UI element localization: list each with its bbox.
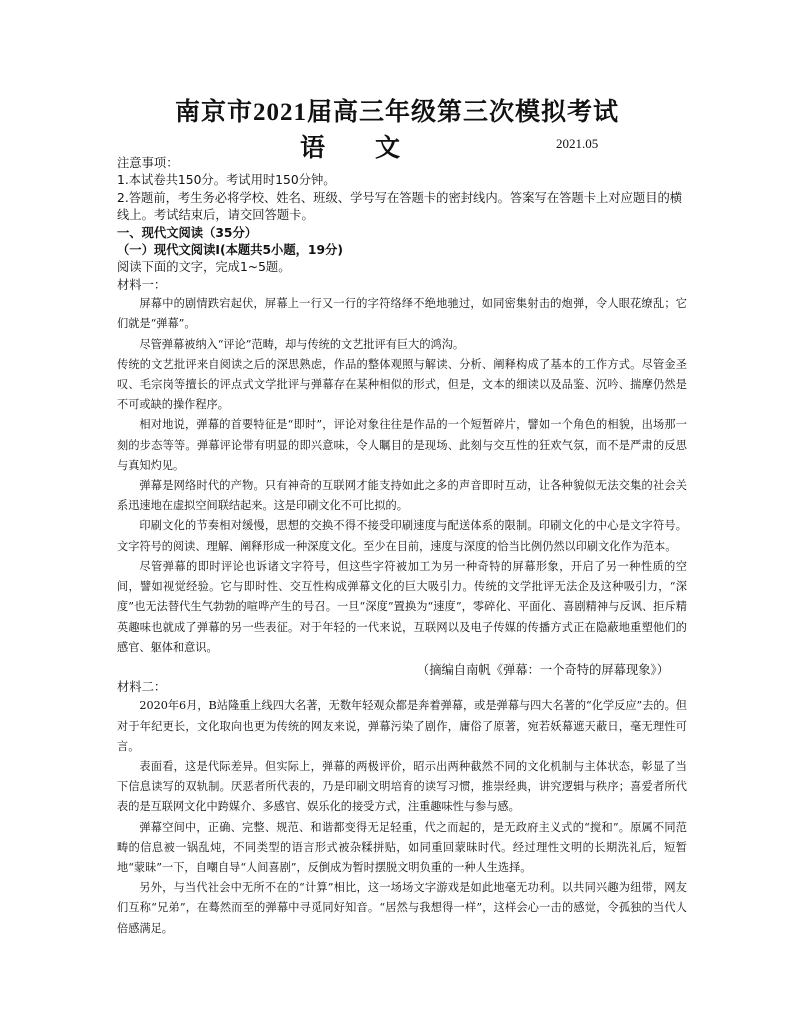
subsection-heading: （一）现代文阅读I(本题共5小题，19分) — [117, 243, 343, 258]
notice-heading: 注意事项： — [117, 156, 179, 170]
material-2-paragraph: 另外，与当代社会中无所不在的“计算”相比，这一场场文字游戏是如此地毫无功利。以共同兴趣为纽带，网友们互称“兄弟”，在蓦然而至的弹幕中寻觅同好知音。“居然与我想得一样”，这样会心一击的感觉，令孤独的当代人倍感满足。 — [117, 881, 687, 935]
exam-content — [117, 155, 687, 939]
material-1-paragraph: 尽管弹幕的即时评论也诉诸文字符号，但这些字符被加工为另一种奇特的屏幕形象，开启了另一种性质的空间，譬如视觉经验。它与即时性、交互性构成弹幕文化的巨大吸引力。传统的文学批评无法企及这种吸引力，“深度”也无法替代生气勃勃的喧哗产生的号召。一旦“深度”置换为“速度”，零碎化、平面化、喜剧精神与反讽、拒斥精英趣味也就成了弹幕的另一些表征。对于年轻的一代来说，互联网以及电子传媒的传播方式正在隐蔽地重塑他们的感官、躯体和意识。 — [117, 559, 687, 654]
material-1-paragraph: 屏幕中的剧情跌宕起伏，屏幕上一行又一行的字符络绎不绝地驰过，如同密集射击的炮弹，令人眼花缭乱；它们就是“弹幕”。 — [117, 297, 687, 331]
material-1-paragraph: 尽管弹幕被纳入“评论”范畴，却与传统的文艺批评有巨大的鸿沟。 — [139, 337, 465, 351]
material-2-paragraph: 表面看，这是代际差异。但实际上，弹幕的两极评价，昭示出两种截然不同的文化机制与主体状态，彰显了当下信息读写的双轨制。厌恶者所代表的，乃是印刷文明培育的读写习惯，推崇经典，讲究逻辑与秩序；喜爱者所代表的是互联网文化中跨媒介、多感官、娱乐化的接受方式，注重趣味性与参与感。 — [117, 759, 687, 814]
notice-item-2: 2.答题前，考生务必将学校、姓名、班级、学号写在答题卡的密封线内。答案写在答题卡上对应题目的横线上。考试结束后，请交回答题卡。 — [117, 190, 683, 223]
material-2-paragraph: 弹幕空间中，正确、完整、规范、和谐都变得无足轻重，代之而起的，是无政府主义式的“搅和”。原属不同范畴的信息被一锅乱炖，不同类型的语言形式被杂糅拼贴，如同重回蒙昧时代。经过理性文明的长期洗礼后，短暂地“蒙昧”一下，自嘲自导“人间喜剧”，反倒成为暂时摆脱文明负重的一种人生选择。 — [117, 820, 687, 874]
material-1-paragraph: 弹幕是网络时代的产物。只有神奇的互联网才能支持如此之多的声音即时互动，让各种貌似无法交集的社会关系迅速地在虚拟空间联结起来。这是印刷文化不可比拟的。 — [117, 479, 687, 513]
reading-instruction: 阅读下面的文字，完成1~5题。 — [117, 260, 291, 275]
section-heading: 一、现代文阅读（35分） — [117, 225, 258, 240]
exam-date: 2021.05 — [556, 136, 599, 151]
subject-label: 语 文 — [300, 135, 401, 162]
material-1-paragraph: 相对地说，弹幕的首要特征是“即时”，评论对象往往是作品的一个短暂碎片，譬如一个角色的相貌，出场那一刻的步态等等。弹幕评论带有明显的即兴意味，令人瞩目的是现场、此刻与交互性的狂欢气氛，而不是严肃的反思与真知灼见。 — [117, 418, 687, 472]
material-1-label: 材料一： — [117, 277, 167, 292]
material-1-paragraph: 传统的文艺批评来自阅读之后的深思熟虑，作品的整体观照与解读、分析、阐释构成了基本的工作方式。尽管金圣叹、毛宗岗等擅长的评点式文学批评与弹幕存在某种相似的形式，但是，文本的细读以及品鉴、沉吟、揣摩仍然是不可或缺的操作程序。 — [117, 357, 687, 412]
material-1-paragraph: 印刷文化的节奏相对缓慢，思想的交换不得不接受印刷速度与配送体系的限制。印刷文化的中心是文字符号。文字符号的阅读、理解、阐释形成一种深度文化。至少在目前，速度与深度的恰当比例仍然以印刷文化作为范本。 — [117, 519, 687, 553]
exam-title: 南京市2021届高三年级第三次模拟考试 — [174, 99, 619, 126]
notice-item-1: 1.本试卷共150分。考试用时150分钟。 — [117, 173, 336, 188]
material-1-source: （摘编自南帆《弹幕：一个奇特的屏幕现象》） — [416, 662, 669, 677]
material-2-label: 材料二： — [117, 679, 167, 694]
material-2-paragraph: 2020年6月，B站隆重上线四大名著，无数年轻观众都是奔着弹幕，或是弹幕与四大名著的“化学反应”去的。但对于年纪更长，文化取向也更为传统的网友来说，弹幕污染了剧作，庸俗了原著，宛若妖幕遮天蔽日，毫无理性可言。 — [117, 699, 687, 753]
